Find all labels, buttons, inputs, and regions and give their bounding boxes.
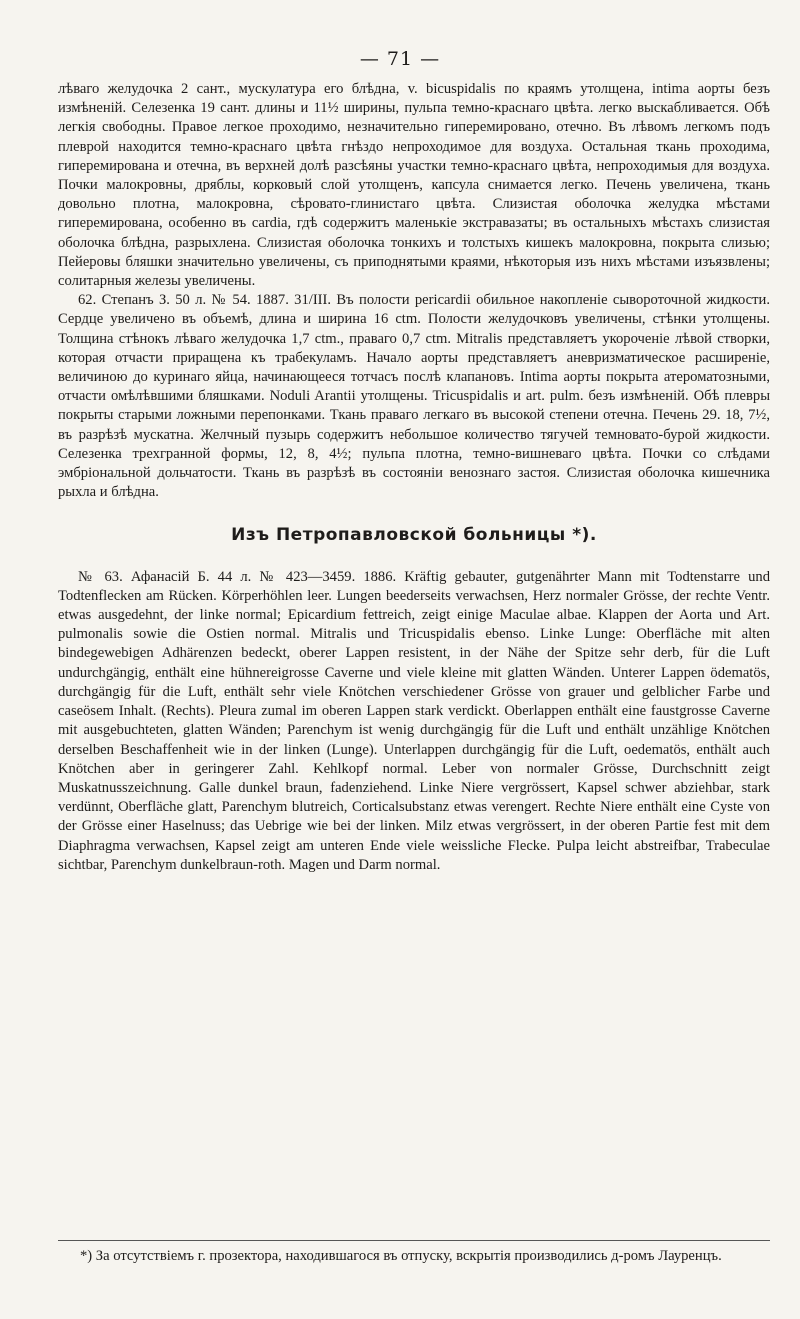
footnote: *) За отсутствіемъ г. прозектора, находившагося въ отпуску, вскрытія производились д-ромъ Лауренцъ. — [58, 1240, 770, 1266]
paragraph-case-61-continuation: лѣваго желудочка 2 сант., мускулатура его блѣдна, v. bicuspidalis по краямъ утолщена, intima аорты безъ измѣненій. Селезенка 19 сант. длины и 11½ ширины, пульпа темно-краснаго цвѣта. легко выскабливается. Обѣ легкія свободны. Правое легкое проходимо, незначительно гиперемировано, отечно. Въ лѣвомъ легкомъ подъ плеврой находится темно-краснаго цвѣта гнѣздо непроходимое для воздуха. Остальная ткань проходима, гиперемирована и отечна, въ верхней долѣ разсѣяны участки темно-краснаго цвѣта, непроходимыя для воздуха. Почки малокровны, дряблы, корковый слой утолщенъ, капсула снимается легко. Печень увеличена, ткань довольно плотна, малокровна, сѣровато-глинистаго цвѣта. Слизистая оболочка желудка мѣстами гиперемирована, особенно въ cardia, гдѣ содержитъ маленькіе экстравазаты; въ остальныхъ мѣстахъ слизистая оболочка блѣдна, разрыхлена. Слизистая оболочка тонкихъ и толстыхъ кишекъ малокровна, покрыта слизью; Пейеровы бляшки значительно увеличены, съ приподнятыми краями, нѣкоторыя изъ нихъ мѣстами изъязвлены; солитарныя железы увеличены. — [58, 81, 770, 290]
paragraph-case-63: № 63. Афанасій Б. 44 л. № 423—3459. 1886. Kräftig gebauter, gutgenährter Mann mit Todtenstarre und Todtenflecken am Rücken. Körperhöhlen leer. Lungen beederseits verwachsen, Herz normaler Grösse, der rechte Ventr. etwas ausgedehnt, der linke normal; Epicardium fettreich, zeigt einige Maculae albae. Klappen der Aorta und Art. pulmonalis sowie die Ostien normal. Mitralis und Tricuspidalis ebenso. Linke Lunge: Oberfläche mit alten bindegewebigen Adhärenzen bedeckt, oberer Lappen resistent, in der Nähe der Spitze sehr derb, für die Luft undurchgängig, enthält eine hühnereigrosse Caverne und viele kleine mit glatten Wänden. Unterer Lappen ödematös, durchgängig für die Luft, enthält sehr viele Knötchen verschiedener Grösse von grauer und gelblicher Farbe und caseösem Inhalt. (Rechts). Pleura zumal im oberen Lappen stark verdickt. Oberlappen enthält eine faustgrosse Caverne mit ausgebuchteten, glatten Wänden; Parenchym ist wenig durchgängig für die Luft und enthält unzählige Knötchen derselben Beschaffenheit wie in der linken (Lunge). Unterlappen durchgängig für die Luft, oedematös, enthält auch Knötchen aber in geringerer Zahl. Kehlkopf normal. Leber von normaler Grösse, Durchschnitt zeigt Muskatnusszeichnung. Galle dunkel braun, fadenziehend. Linke Niere vergrössert, Kapsel schwer abziehbar, stark verdünnt, Oberfläche glatt, Parenchym blutreich, Corticalsubstanz etwas verengert. Rechte Niere enthält eine Cyste von der Grösse einer Haselnuss; das Uebrige wie bei der linken. Milz etwas vergrössert, in der oberen Partie fest mit dem Diaphragma verwachsen, Kapsel zeigt am unteren Ende viele weissliche Flecke. Pulpa leicht abstreifbar, Trabeculae sichtbar, Parenchym dunkelbraun-roth. Magen und Darm normal. — [58, 568, 770, 873]
page-number: — 71 — — [359, 48, 441, 70]
body-text — [58, 80, 770, 875]
paragraph-case-62: 62. Степанъ З. 50 л. № 54. 1887. 31/III. Въ полости pericardii обильное накопленіе сывороточной жидкости. Сердце увеличено въ объемѣ, длина и ширина 16 ctm. Полости желудочковъ увеличены, стѣнки утолщены. Толщина стѣнокъ лѣваго желудочка 1,7 ctm., праваго 0,7 ctm. Mitralis представляетъ укороченіе лѣвой створки, которая отчасти приращена къ трабекуламъ. Начало аорты представляетъ аневризматическое расширеніе, величиною до куринаго яйца, начинающееся тотчасъ послѣ клапановъ. Intima аорты покрыта атероматозными, отчасти омѣлѣвшими бляшками. Noduli Arantii утолщены. Tricuspidalis и art. pulm. безъ измѣненій. Обѣ плевры покрыты старыми ложными перепонками. Ткань праваго легкаго въ высокой степени отечна. Печень 29. 18, 7½, въ разрѣзѣ мускатна. Желчный пузырь содержитъ небольшое количество тягучей темновато-бурой жидкости. Селезенка трехгранной формы, 12, 8, 4½; пульпа плотна, темно-вишневаго цвѣта. Почки со слѣдами эмбріональной дольчатости. Ткань въ разрѣзѣ въ состояніи венознаго застоя. Слизистая оболочка кишечника рыхла и блѣдна. — [58, 292, 770, 501]
section-heading: Изъ Петропавловской больницы *). — [231, 525, 597, 546]
